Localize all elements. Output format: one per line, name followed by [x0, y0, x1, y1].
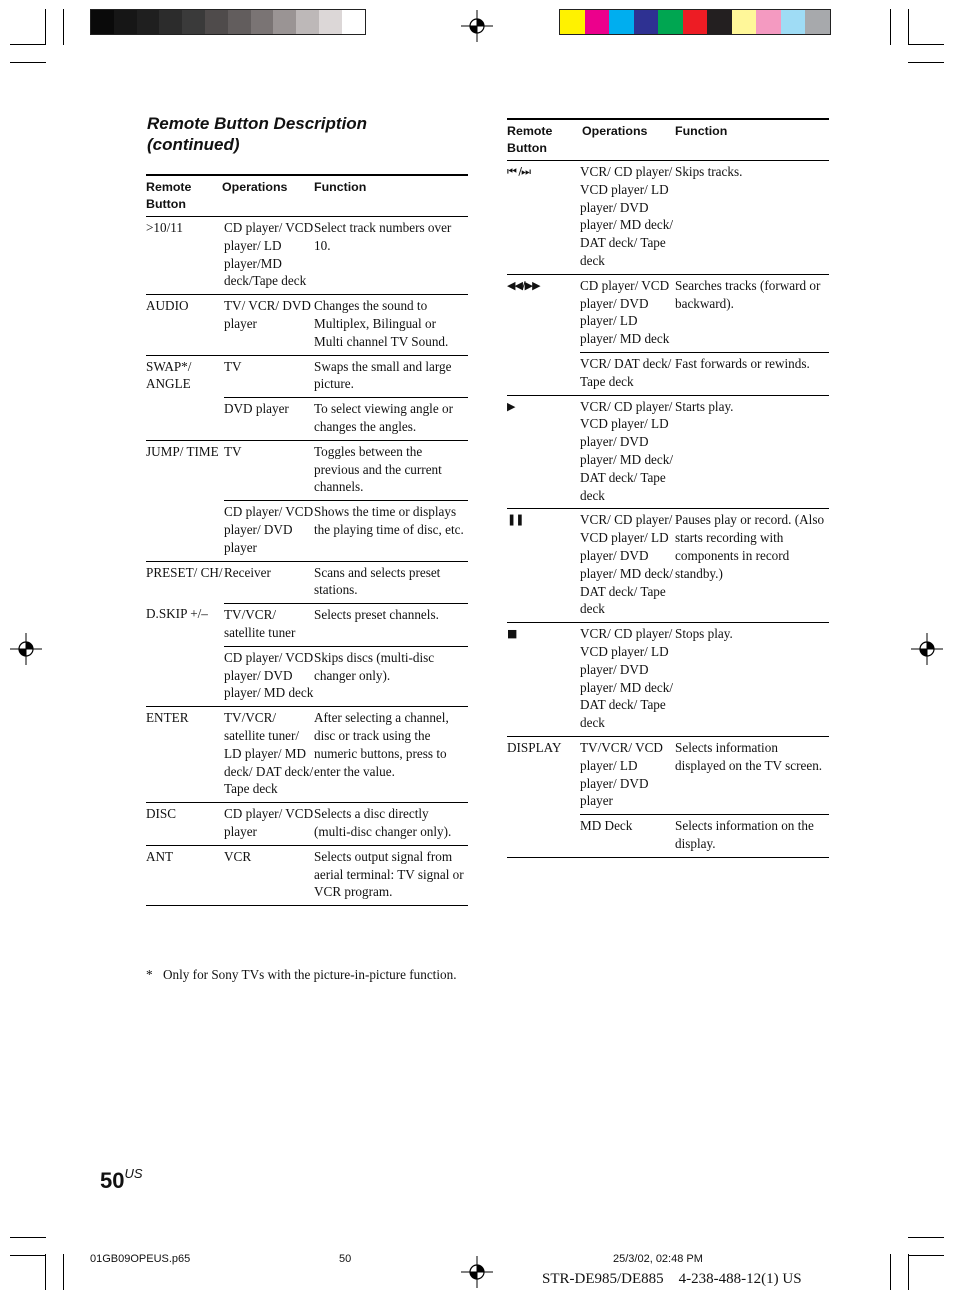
function-cell: Fast forwards or rewinds. [675, 355, 810, 371]
function-cell: Selects preset channels. [314, 607, 439, 623]
table-row [146, 845, 468, 906]
registration-target-icon [461, 10, 493, 42]
remote-button-name: ❚❚ [507, 508, 580, 622]
color-swatch [182, 10, 205, 34]
operations-cell: VCR/ CD player/ VCD player/ LD player/ DVD player/ MD deck/ DAT deck/ Tape deck [580, 512, 674, 617]
color-swatch [683, 10, 708, 34]
operations-cell: TV/VCR/ VCD player/ LD player/ DVD player [580, 739, 663, 809]
operations-cell: MD Deck [580, 818, 633, 834]
function-cell: To select viewing angle or changes the angles. [314, 401, 453, 434]
remote-button-name: ◀◀/▶▶ [507, 274, 580, 395]
color-swatch [205, 10, 228, 34]
operations-cell: CD player/ VCD player/ DVD player [224, 504, 314, 555]
operations-cell: TV/VCR/ satellite tuner/ LD player/ MD deck/ DAT deck/ Tape deck [224, 710, 314, 797]
function-cell: Selects information on the display. [675, 818, 814, 851]
operations-cell: TV/ VCR/ DVD player [224, 298, 311, 331]
footnote [146, 966, 476, 984]
operations-cell: VCR [224, 848, 252, 864]
header-operations: Operations [222, 180, 288, 194]
table-header [507, 118, 829, 161]
function-cell: Skips discs (multi-disc changer only). [314, 649, 435, 683]
color-swatch [251, 10, 274, 34]
function-cell: Selects a disc directly (multi-disc changer only). [314, 806, 452, 839]
header-operations: Operations [582, 124, 648, 138]
color-swatch [634, 10, 659, 34]
function-cell: Selects output signal from aerial terminal: TV signal or VCR program. [314, 848, 464, 900]
color-swatch [228, 10, 251, 34]
function-cell: Select track numbers over 10. [314, 220, 452, 253]
function-cell: Selects information displayed on the TV screen. [675, 739, 823, 773]
table-header [146, 174, 468, 217]
operations-cell: DVD player [224, 401, 289, 417]
cmyk-color-bar [559, 9, 831, 35]
color-swatch [91, 10, 114, 34]
remote-button-name: AUDIO [146, 294, 224, 354]
footer-filename: 01GB09OPEUS.p65 [90, 1253, 191, 1265]
function-cell: Starts play. [675, 398, 734, 414]
table-row [507, 161, 829, 274]
remote-button-name: PRESET/ CH/ [146, 561, 224, 604]
operations-cell: VCR/ DAT deck/ Tape deck [580, 355, 672, 389]
operations-cell: TV [224, 443, 242, 459]
remote-button-name: D.SKIP +/– [146, 606, 208, 622]
table-row [507, 736, 829, 858]
color-swatch [342, 10, 365, 34]
remote-button-name: ▶ [507, 395, 580, 509]
color-swatch [585, 10, 610, 34]
table-body [507, 161, 829, 858]
color-swatch [805, 10, 830, 34]
color-swatch [781, 10, 806, 34]
footer-model-number: STR-DE985/DE885 4-238-488-12(1) US [542, 1271, 802, 1287]
operations-cell: CD player/ VCD player/ DVD player/ LD player/ MD deck [580, 277, 670, 347]
color-swatch [707, 10, 732, 34]
remote-button-name: ■ [507, 622, 580, 736]
function-cell: Pauses play or record. (Also starts recording with components in record standby.) [675, 512, 825, 581]
header-remote-button: Remote Button [146, 180, 192, 211]
function-cell: Scans and selects preset stations. [314, 564, 441, 598]
operations-cell: TV [224, 358, 242, 374]
color-swatch [609, 10, 634, 34]
function-cell: Stops play. [675, 626, 733, 642]
operations-cell: VCR/ CD player/ VCD player/ LD player/ DVD player/ MD deck/ DAT deck/ Tape deck [580, 398, 674, 503]
footer-date: 25/3/02, 02:48 PM [613, 1253, 703, 1265]
table-row [146, 603, 468, 706]
table-row [146, 802, 468, 845]
section-title-line1: Remote Button Description [147, 114, 368, 133]
operations-cell: TV/VCR/ satellite tuner [224, 607, 296, 640]
remote-button-name: ⏮ /⏭ [507, 165, 531, 178]
color-swatch [114, 10, 137, 34]
function-cell: After selecting a channel, disc or track using the numeric buttons, press to enter the value. [314, 710, 449, 779]
right-button-table [507, 118, 829, 858]
operations-cell: CD player/ VCD player/ DVD player/ MD deck [224, 649, 314, 701]
table-row [507, 622, 829, 736]
section-title-line2: (continued) [147, 135, 240, 154]
operations-cell: VCR/ CD player/ VCD player/ LD player/ DVD player/ MD deck/ DAT deck/ Tape deck [580, 164, 674, 268]
color-swatch [159, 10, 182, 34]
remote-button-name: ENTER [146, 706, 224, 802]
operations-cell: CD player/ VCD player [224, 806, 314, 839]
table-row [146, 706, 468, 802]
page-number-value: 50 [100, 1168, 125, 1193]
remote-button-name: >10/11 [146, 220, 183, 235]
table-body [146, 217, 468, 906]
table-row [146, 440, 468, 561]
operations-cell: CD player/ VCD player/ LD player/MD deck/Tape deck [224, 220, 314, 289]
header-remote-button: Remote Button [507, 124, 553, 155]
color-swatch [658, 10, 683, 34]
page-number-suffix: US [124, 1166, 143, 1181]
registration-target-icon [911, 633, 943, 665]
remote-button-name: SWAP*/ ANGLE [146, 355, 224, 440]
function-cell: Toggles between the previous and the current channels. [314, 443, 442, 495]
table-row [507, 508, 829, 622]
function-cell: Changes the sound to Multiplex, Bilingual or Multi channel TV Sound. [314, 298, 449, 349]
page-number [100, 1168, 143, 1194]
remote-button-name: ANT [146, 845, 224, 905]
color-swatch [732, 10, 757, 34]
function-cell: Skips tracks. [675, 164, 743, 179]
registration-target-icon [461, 1256, 493, 1288]
table-row [146, 355, 468, 440]
grayscale-color-bar [90, 9, 366, 35]
function-cell: Swaps the small and large picture. [314, 358, 452, 392]
function-cell: Searches tracks (forward or backward). [675, 277, 821, 311]
color-swatch [273, 10, 296, 34]
function-cell: Shows the time or displays the playing time of disc, etc. [314, 504, 464, 537]
registration-target-icon [10, 633, 42, 665]
header-function: Function [675, 124, 728, 138]
color-swatch [319, 10, 342, 34]
footnote-marker: * [146, 967, 153, 982]
color-swatch [560, 10, 585, 34]
left-button-table [146, 174, 468, 906]
section-title [147, 113, 367, 155]
remote-button-name: JUMP/ TIME [146, 440, 224, 561]
table-row [146, 217, 468, 294]
remote-button-name: DISC [146, 802, 224, 845]
remote-button-name: DISPLAY [507, 736, 580, 857]
color-swatch [296, 10, 319, 34]
color-swatch [756, 10, 781, 34]
operations-cell: VCR/ CD player/ VCD player/ LD player/ DVD player/ MD deck/ DAT deck/ Tape deck [580, 626, 674, 731]
table-row [146, 561, 468, 604]
operations-cell: Receiver [224, 564, 271, 580]
footer-page: 50 [339, 1253, 352, 1265]
table-row [507, 274, 829, 395]
table-row [507, 395, 829, 509]
table-row [146, 294, 468, 354]
footnote-text: Only for Sony TVs with the picture-in-picture function. [163, 967, 457, 982]
color-swatch [137, 10, 160, 34]
header-function: Function [314, 180, 367, 194]
